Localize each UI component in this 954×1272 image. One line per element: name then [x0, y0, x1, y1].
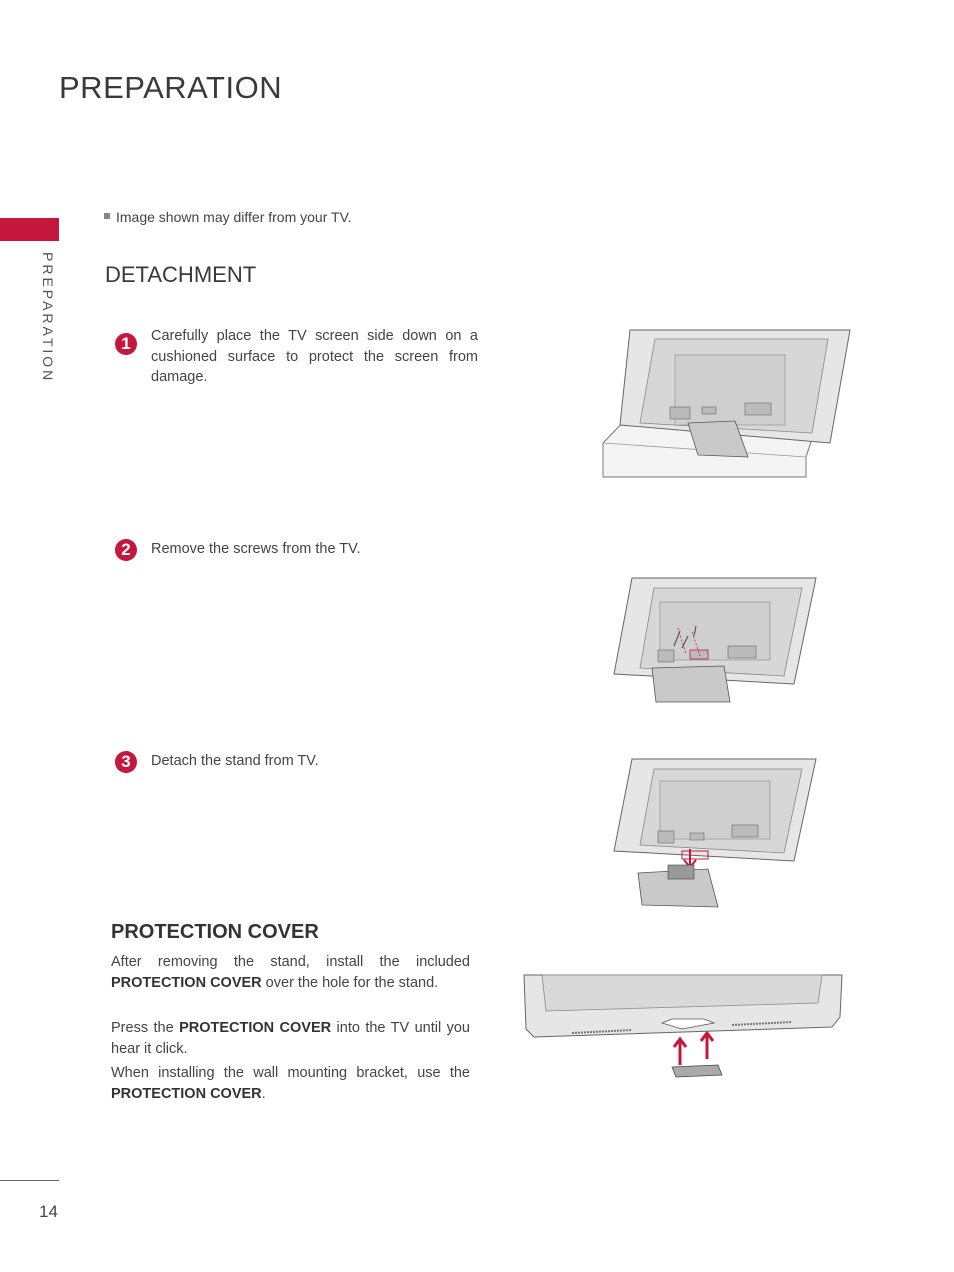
protection-cover-paragraph-1	[111, 952, 470, 994]
protection-cover-paragraph-2	[111, 1018, 470, 1060]
p1-text-c: over the hole for the stand.	[261, 975, 439, 991]
footer-rule	[0, 1180, 59, 1181]
p3-text-c: .	[261, 1086, 266, 1102]
illustration-install-protection-cover	[522, 975, 844, 1080]
protection-cover-paragraph-3	[111, 1063, 470, 1105]
p2-term: PROTECTION COVER	[179, 1020, 332, 1036]
step-3-badge: 3	[115, 751, 137, 773]
page-title: PREPARATION	[59, 70, 283, 105]
p1-term: PROTECTION COVER	[111, 975, 262, 991]
square-bullet-icon	[104, 213, 110, 219]
p3-text-a: When installing the wall mounting bracket, use the	[111, 1065, 470, 1081]
section-tab-marker	[0, 218, 59, 241]
page-number: 14	[39, 1202, 58, 1221]
p2-text-a: Press the	[111, 1020, 180, 1036]
protection-cover-heading: PROTECTION COVER	[111, 921, 319, 943]
p3-term: PROTECTION COVER	[111, 1086, 262, 1102]
step-1-badge: 1	[115, 333, 137, 355]
illustration-remove-screws	[612, 576, 818, 704]
illustration-detach-stand	[612, 757, 818, 909]
p2-text-c: into the TV until you hear it click.	[111, 1020, 470, 1057]
detachment-heading: DETACHMENT	[105, 262, 257, 287]
step-2-text: Remove the screws from the TV.	[151, 541, 361, 557]
step-3-text: Detach the stand from TV.	[151, 753, 319, 769]
image-note-text: Image shown may differ from your TV.	[116, 209, 352, 225]
illustration-tv-on-cushion	[600, 325, 850, 485]
p1-text-a: After removing the stand, install the included	[111, 954, 470, 970]
image-note	[104, 209, 352, 225]
step-2-badge: 2	[115, 539, 137, 561]
step-1-text: Carefully place the TV screen side down on a cushioned surface to protect the screen from damage.	[151, 328, 478, 385]
section-side-label: PREPARATION	[40, 252, 56, 384]
